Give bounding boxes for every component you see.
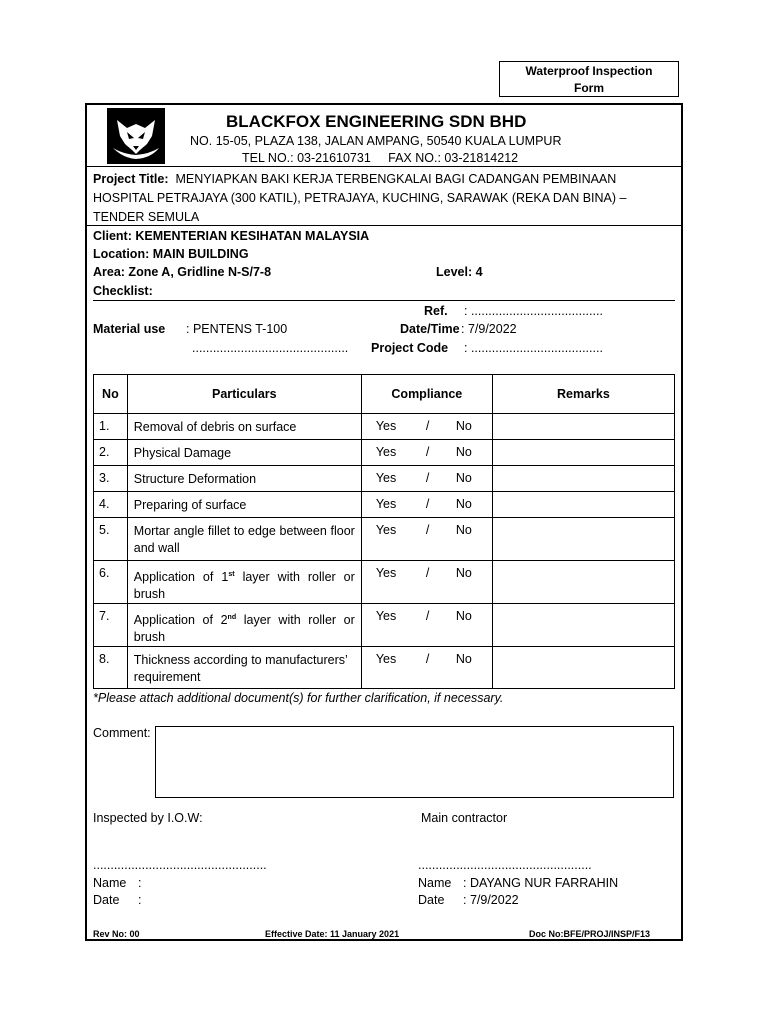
comment-box[interactable] xyxy=(155,726,674,798)
right-name-value: : DAYANG NUR FARRAHIN xyxy=(463,876,619,890)
row-particular: Physical Damage xyxy=(127,440,361,466)
particular-text: Application of 2 xyxy=(133,613,228,628)
row-particular: Structure Deformation xyxy=(127,466,361,492)
fox-logo-icon xyxy=(107,108,165,164)
yes-option[interactable]: Yes xyxy=(375,523,397,537)
row-particular: Thickness according to manufacturers’ requirement xyxy=(127,647,361,689)
project-title-line3: TENDER SEMULA xyxy=(93,210,200,224)
table-row xyxy=(94,561,675,604)
slash: / xyxy=(425,609,430,624)
company-name: BLACKFOX ENGINEERING SDN BHD xyxy=(226,112,527,131)
signature-line-right[interactable]: .................................................. xyxy=(418,858,592,872)
particular-text: Application of 1 xyxy=(133,570,229,585)
datetime-label: Date/Time xyxy=(400,322,460,336)
comment-label: Comment: xyxy=(93,726,151,740)
no-option[interactable]: No xyxy=(455,419,472,433)
row-compliance[interactable] xyxy=(361,561,492,604)
material-label: Material use xyxy=(93,322,166,336)
slash: / xyxy=(425,419,430,433)
row-remarks[interactable] xyxy=(492,414,674,440)
inspected-by-label: Inspected by I.O.W: xyxy=(93,811,203,825)
table-row xyxy=(94,492,675,518)
table-row xyxy=(94,647,675,689)
table-row xyxy=(94,518,675,561)
row-number: 4. xyxy=(94,492,128,518)
row-particular xyxy=(127,561,361,604)
particular-text: layer with roller or brush xyxy=(133,570,355,602)
attachment-note: *Please attach additional document(s) for further clarification, if necessary. xyxy=(93,691,504,705)
company-address: NO. 15-05, PLAZA 138, JALAN AMPANG, 50540 KUALA LUMPUR xyxy=(190,134,562,148)
divider xyxy=(93,300,675,301)
row-remarks[interactable] xyxy=(492,518,674,561)
particular-text: layer with roller or brush xyxy=(133,613,355,645)
project-title-line1: MENYIAPKAN BAKI KERJA TERBENGKALAI BAGI CADANGAN PEMBINAAN xyxy=(175,172,617,186)
form-title-line1: Waterproof Inspection xyxy=(525,64,653,78)
header-no: No xyxy=(94,375,128,414)
project-code-value: : ...................................... xyxy=(464,341,603,355)
no-option[interactable]: No xyxy=(455,523,472,537)
checklist-table xyxy=(93,374,675,689)
checklist-label: Checklist: xyxy=(93,284,153,298)
right-date-label: Date xyxy=(418,893,445,907)
table-row xyxy=(94,604,675,647)
table-row xyxy=(94,440,675,466)
header-remarks: Remarks xyxy=(492,375,674,414)
row-number: 7. xyxy=(94,604,128,647)
row-compliance[interactable] xyxy=(361,518,492,561)
main-contractor-label: Main contractor xyxy=(421,811,508,825)
table-row xyxy=(94,414,675,440)
slash: / xyxy=(425,445,430,459)
yes-option[interactable]: Yes xyxy=(375,566,397,580)
footer-effective-date: Effective Date: 11 January 2021 xyxy=(265,929,400,939)
right-date-value: : 7/9/2022 xyxy=(463,893,519,907)
row-number: 8. xyxy=(94,647,128,689)
row-remarks[interactable] xyxy=(492,561,674,604)
divider xyxy=(87,225,681,226)
no-option[interactable]: No xyxy=(455,566,472,580)
form-title-box xyxy=(499,61,679,97)
left-date-value: : xyxy=(138,893,142,907)
left-name-value: : xyxy=(138,876,142,890)
datetime-value: : 7/9/2022 xyxy=(461,322,517,336)
ordinal-suffix: st xyxy=(228,571,235,578)
no-option[interactable]: No xyxy=(455,609,472,624)
no-option[interactable]: No xyxy=(455,471,472,485)
row-remarks[interactable] xyxy=(492,492,674,518)
right-name-label: Name xyxy=(418,876,452,890)
project-title xyxy=(93,170,678,227)
header-compliance: Compliance xyxy=(361,375,492,414)
divider xyxy=(87,166,681,167)
header-particulars: Particulars xyxy=(127,375,361,414)
row-compliance[interactable] xyxy=(361,492,492,518)
row-compliance[interactable] xyxy=(361,414,492,440)
project-code-label: Project Code xyxy=(371,341,449,355)
row-particular: Preparing of surface xyxy=(127,492,361,518)
row-compliance[interactable] xyxy=(361,466,492,492)
form-title-line2: Form xyxy=(574,81,604,95)
yes-option[interactable]: Yes xyxy=(375,445,397,459)
row-particular xyxy=(127,604,361,647)
level: Level: 4 xyxy=(436,265,483,279)
left-name-label: Name xyxy=(93,876,127,890)
ref-label: Ref. xyxy=(424,304,448,318)
row-remarks[interactable] xyxy=(492,440,674,466)
row-compliance[interactable] xyxy=(361,647,492,689)
footer-doc-no: Doc No:BFE/PROJ/INSP/F13 xyxy=(529,929,651,939)
signature-line-left[interactable]: .................................................. xyxy=(93,858,267,872)
slash: / xyxy=(425,471,430,485)
table-header-row xyxy=(94,375,675,414)
row-number: 5. xyxy=(94,518,128,561)
row-number: 1. xyxy=(94,414,128,440)
row-number: 3. xyxy=(94,466,128,492)
yes-option[interactable]: Yes xyxy=(375,471,397,485)
slash: / xyxy=(425,566,430,580)
client: Client: KEMENTERIAN KESIHATAN MALAYSIA xyxy=(93,229,370,243)
company-tel-fax: TEL NO.: 03-21610731 FAX NO.: 03-21814212 xyxy=(242,151,519,165)
row-number: 6. xyxy=(94,561,128,604)
slash: / xyxy=(425,523,430,537)
ordinal-suffix: nd xyxy=(227,614,237,622)
project-title-label: Project Title: xyxy=(93,172,169,186)
row-compliance[interactable] xyxy=(361,440,492,466)
row-remarks[interactable] xyxy=(492,466,674,492)
row-number: 2. xyxy=(94,440,128,466)
row-compliance[interactable] xyxy=(361,604,492,647)
yes-option[interactable]: Yes xyxy=(375,609,397,624)
row-particular: Mortar angle fillet to edge between floor and wall xyxy=(127,518,361,561)
no-option[interactable]: No xyxy=(455,497,472,511)
footer-rev: Rev No: 00 xyxy=(93,929,140,939)
area: Area: Zone A, Gridline N-S/7-8 xyxy=(93,265,272,279)
material-value: : PENTENS T-100 xyxy=(186,322,288,336)
yes-option[interactable]: Yes xyxy=(375,652,397,667)
ref-value: : ...................................... xyxy=(464,304,603,318)
row-particular: Removal of debris on surface xyxy=(127,414,361,440)
row-remarks[interactable] xyxy=(492,647,674,689)
yes-option[interactable]: Yes xyxy=(375,497,397,511)
left-date-label: Date xyxy=(93,893,120,907)
table-row xyxy=(94,466,675,492)
slash: / xyxy=(425,652,430,667)
project-title-line2: HOSPITAL PETRAJAYA (300 KATIL), PETRAJAYA, KUCHING, SARAWAK (REKA DAN BINA) – xyxy=(93,191,627,205)
no-option[interactable]: No xyxy=(455,652,472,667)
no-option[interactable]: No xyxy=(455,445,472,459)
location: Location: MAIN BUILDING xyxy=(93,247,249,261)
yes-option[interactable]: Yes xyxy=(375,419,397,433)
row-remarks[interactable] xyxy=(492,604,674,647)
material-dots: ............................................. xyxy=(192,341,349,355)
slash: / xyxy=(425,497,430,511)
